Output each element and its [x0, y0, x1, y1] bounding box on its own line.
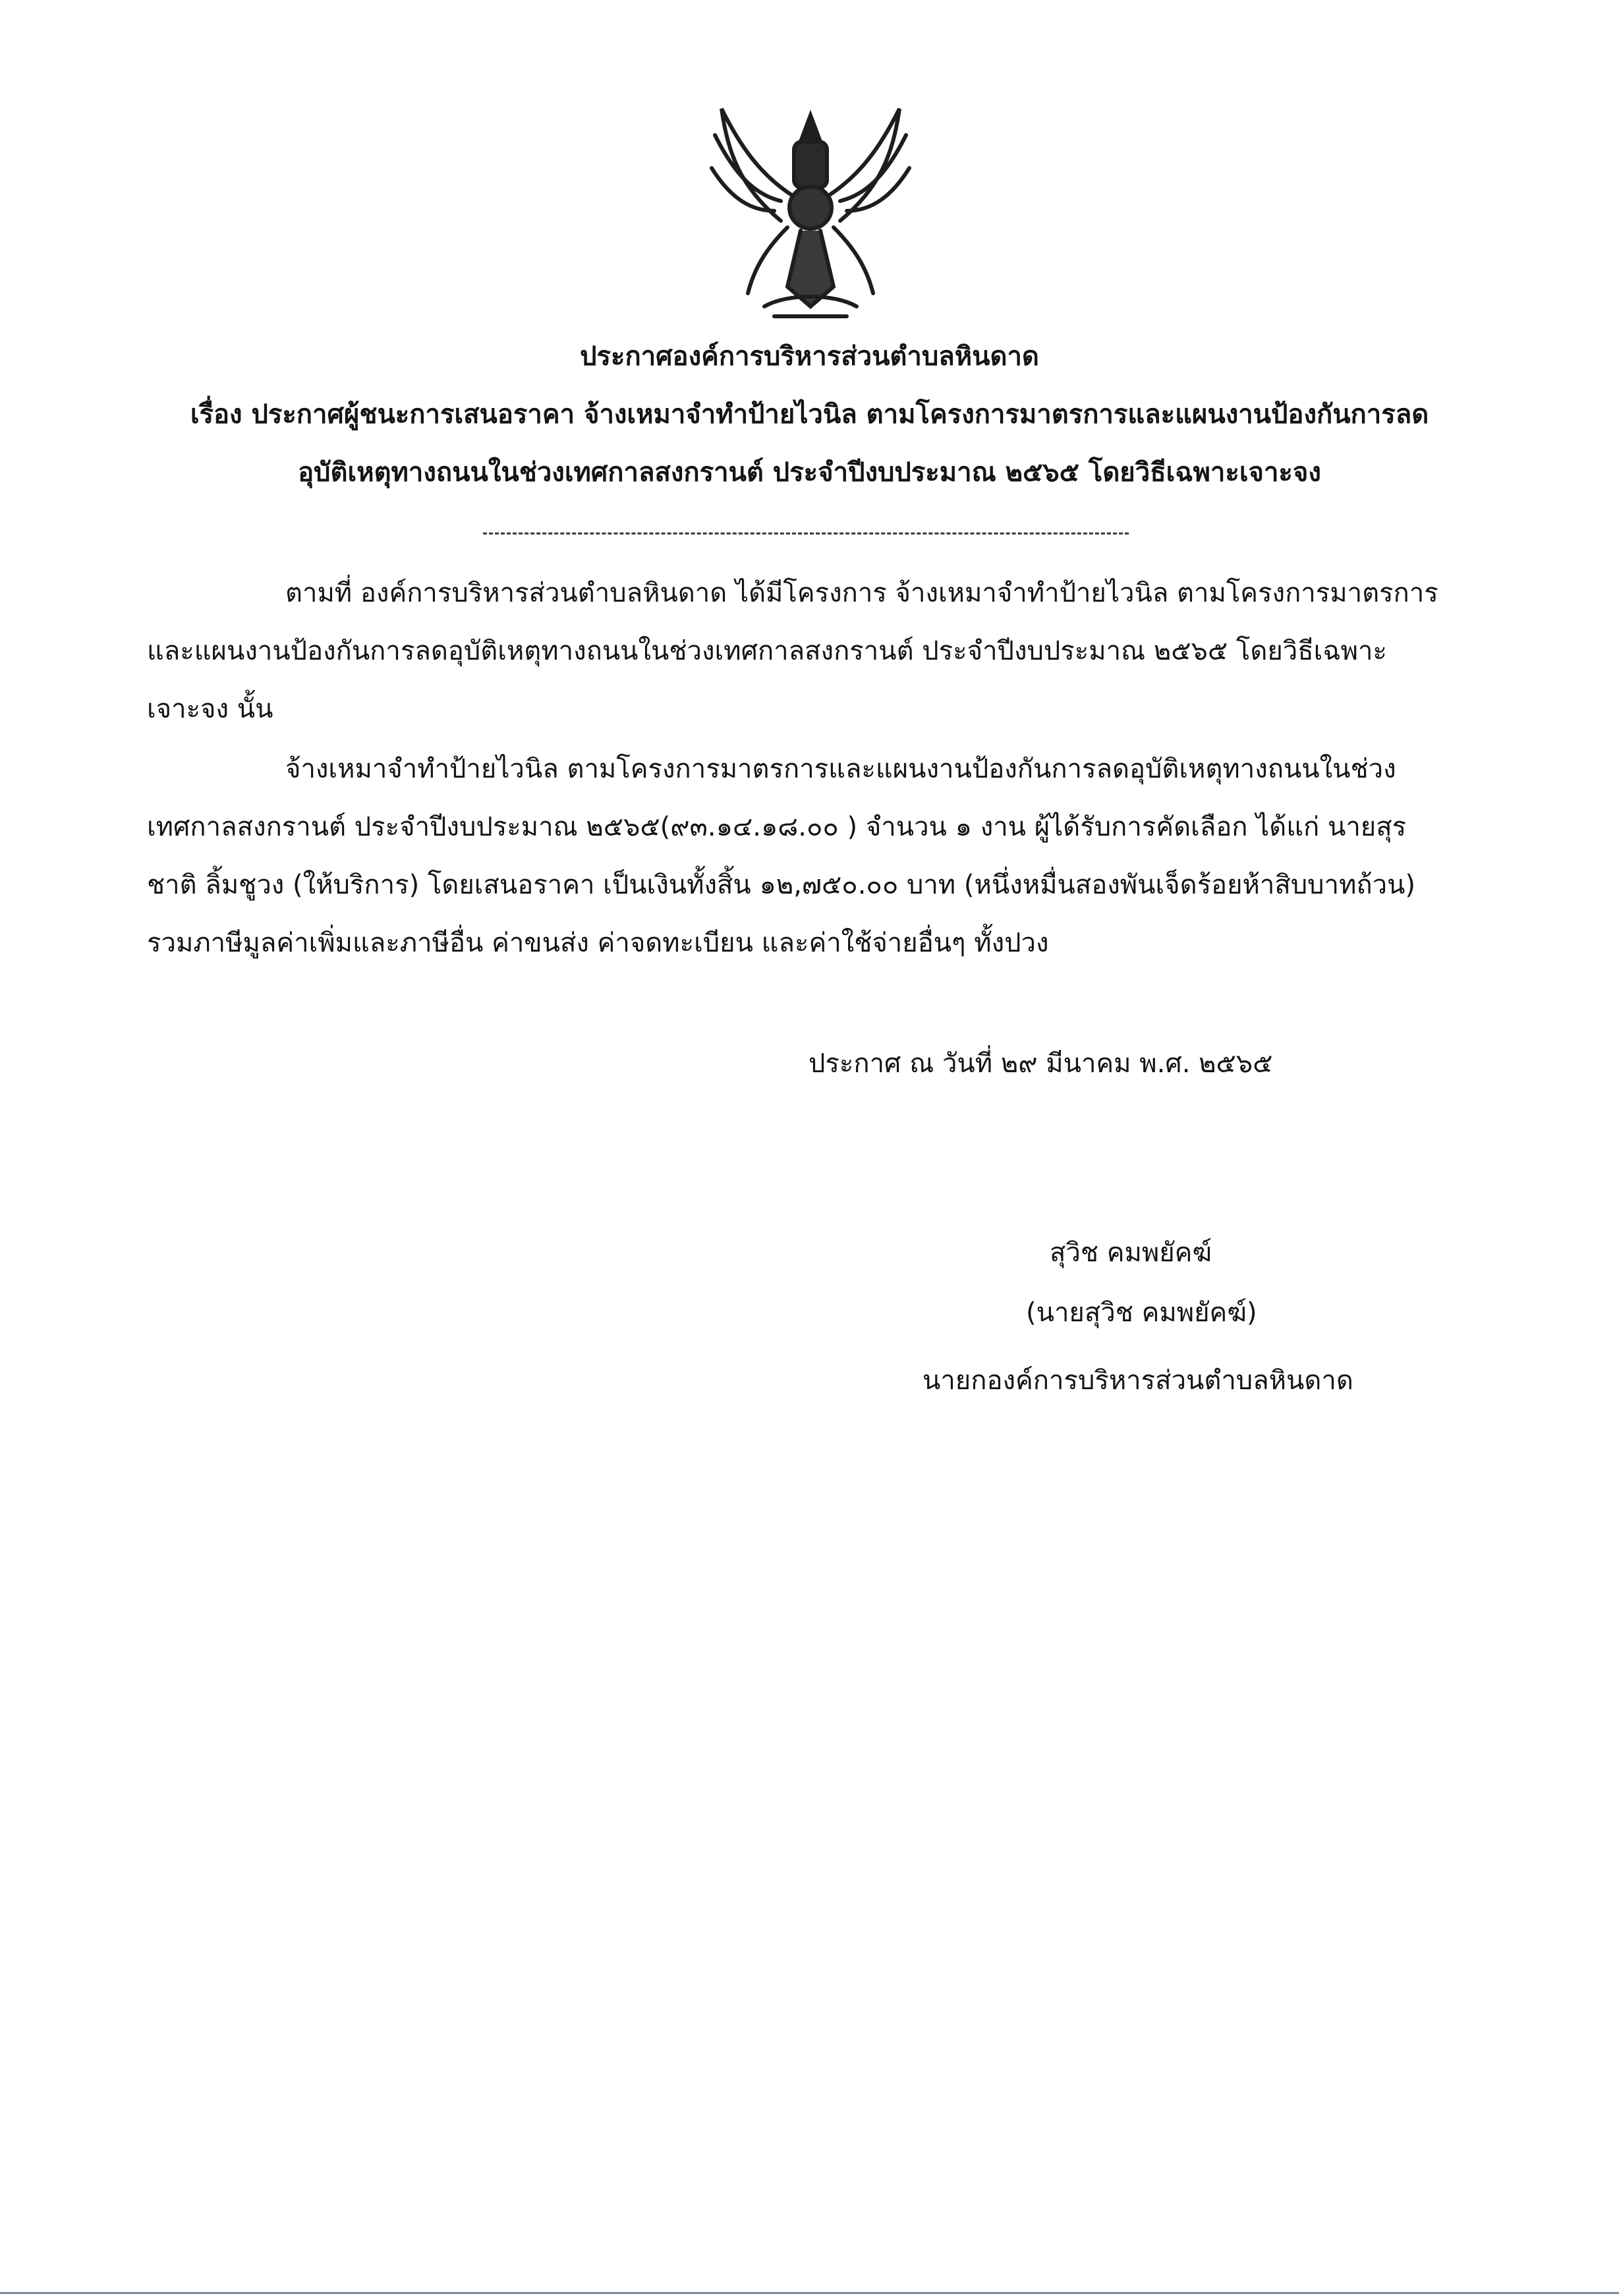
subject-line-2: อุบัติเหตุทางถนนในช่วงเทศกาลสงกรานต์ ประจำปีงบประมาณ ๒๕๖๕ โดยวิธีเฉพาะเจาะจง	[298, 457, 1321, 488]
announcement-date: ประกาศ ณ วันที่ ๒๙ มีนาคม พ.ศ. ๒๕๖๕	[809, 1048, 1273, 1079]
paragraph-2-line: ชาติ ลิ้มชูวง (ให้บริการ) โดยเสนอราคา เป็นเงินทั้งสิ้น ๑๒,๗๕๐.๐๐ บาท (หนึ่งหมื่นสองพันเจ็ดร้อยห้าสิบบาทถ้วน)	[147, 870, 1415, 900]
signatory-printed-name: (นายสุวิช คมพยัคฆ์)	[1026, 1298, 1257, 1328]
paragraph-2-line: จ้างเหมาจำทำป้ายไวนิล ตามโครงการมาตรการและแผนงานป้องกันการลดอุบัติเหตุทางถนนในช่วง	[285, 754, 1396, 784]
signature-name: สุวิช คมพยัคฆ์	[1050, 1238, 1212, 1268]
garuda-emblem-icon	[702, 96, 919, 326]
paragraph-1-line: ตามที่ องค์การบริหารส่วนตำบลหินดาด ได้มีโครงการ จ้างเหมาจำทำป้ายไวนิล ตามโครงการมาตรการ	[285, 578, 1438, 608]
subject-line-1: เรื่อง ประกาศผู้ชนะการเสนอราคา จ้างเหมาจำทำป้ายไวนิล ตามโครงการมาตรการและแผนงานป้องกันการลด	[190, 399, 1429, 430]
signatory-position: นายกองค์การบริหารส่วนตำบลหินดาด	[923, 1365, 1353, 1396]
paragraph-2-line: เทศกาลสงกรานต์ ประจำปีงบประมาณ ๒๕๖๕(๙๓.๑๔.๑๘.๐๐ ) จำนวน ๑ งาน ผู้ได้รับการคัดเลือก ได้แก่ นายสุร	[147, 812, 1407, 842]
paragraph-2-line: รวมภาษีมูลค่าเพิ่มและภาษีอื่น ค่าขนส่ง ค่าจดทะเบียน และค่าใช้จ่ายอื่นๆ ทั้งปวง	[147, 928, 1049, 958]
scan-edge-line	[0, 2292, 1619, 2294]
paragraph-1-line: เจาะจง นั้น	[147, 694, 273, 724]
dashed-divider	[483, 532, 1129, 534]
document-title: ประกาศองค์การบริหารส่วนตำบลหินดาด	[580, 341, 1039, 372]
paragraph-1-line: และแผนงานป้องกันการลดอุบัติเหตุทางถนนในช่วงเทศกาลสงกรานต์ ประจำปีงบประมาณ ๒๕๖๕ โดยวิธีเฉพาะ	[147, 636, 1387, 666]
